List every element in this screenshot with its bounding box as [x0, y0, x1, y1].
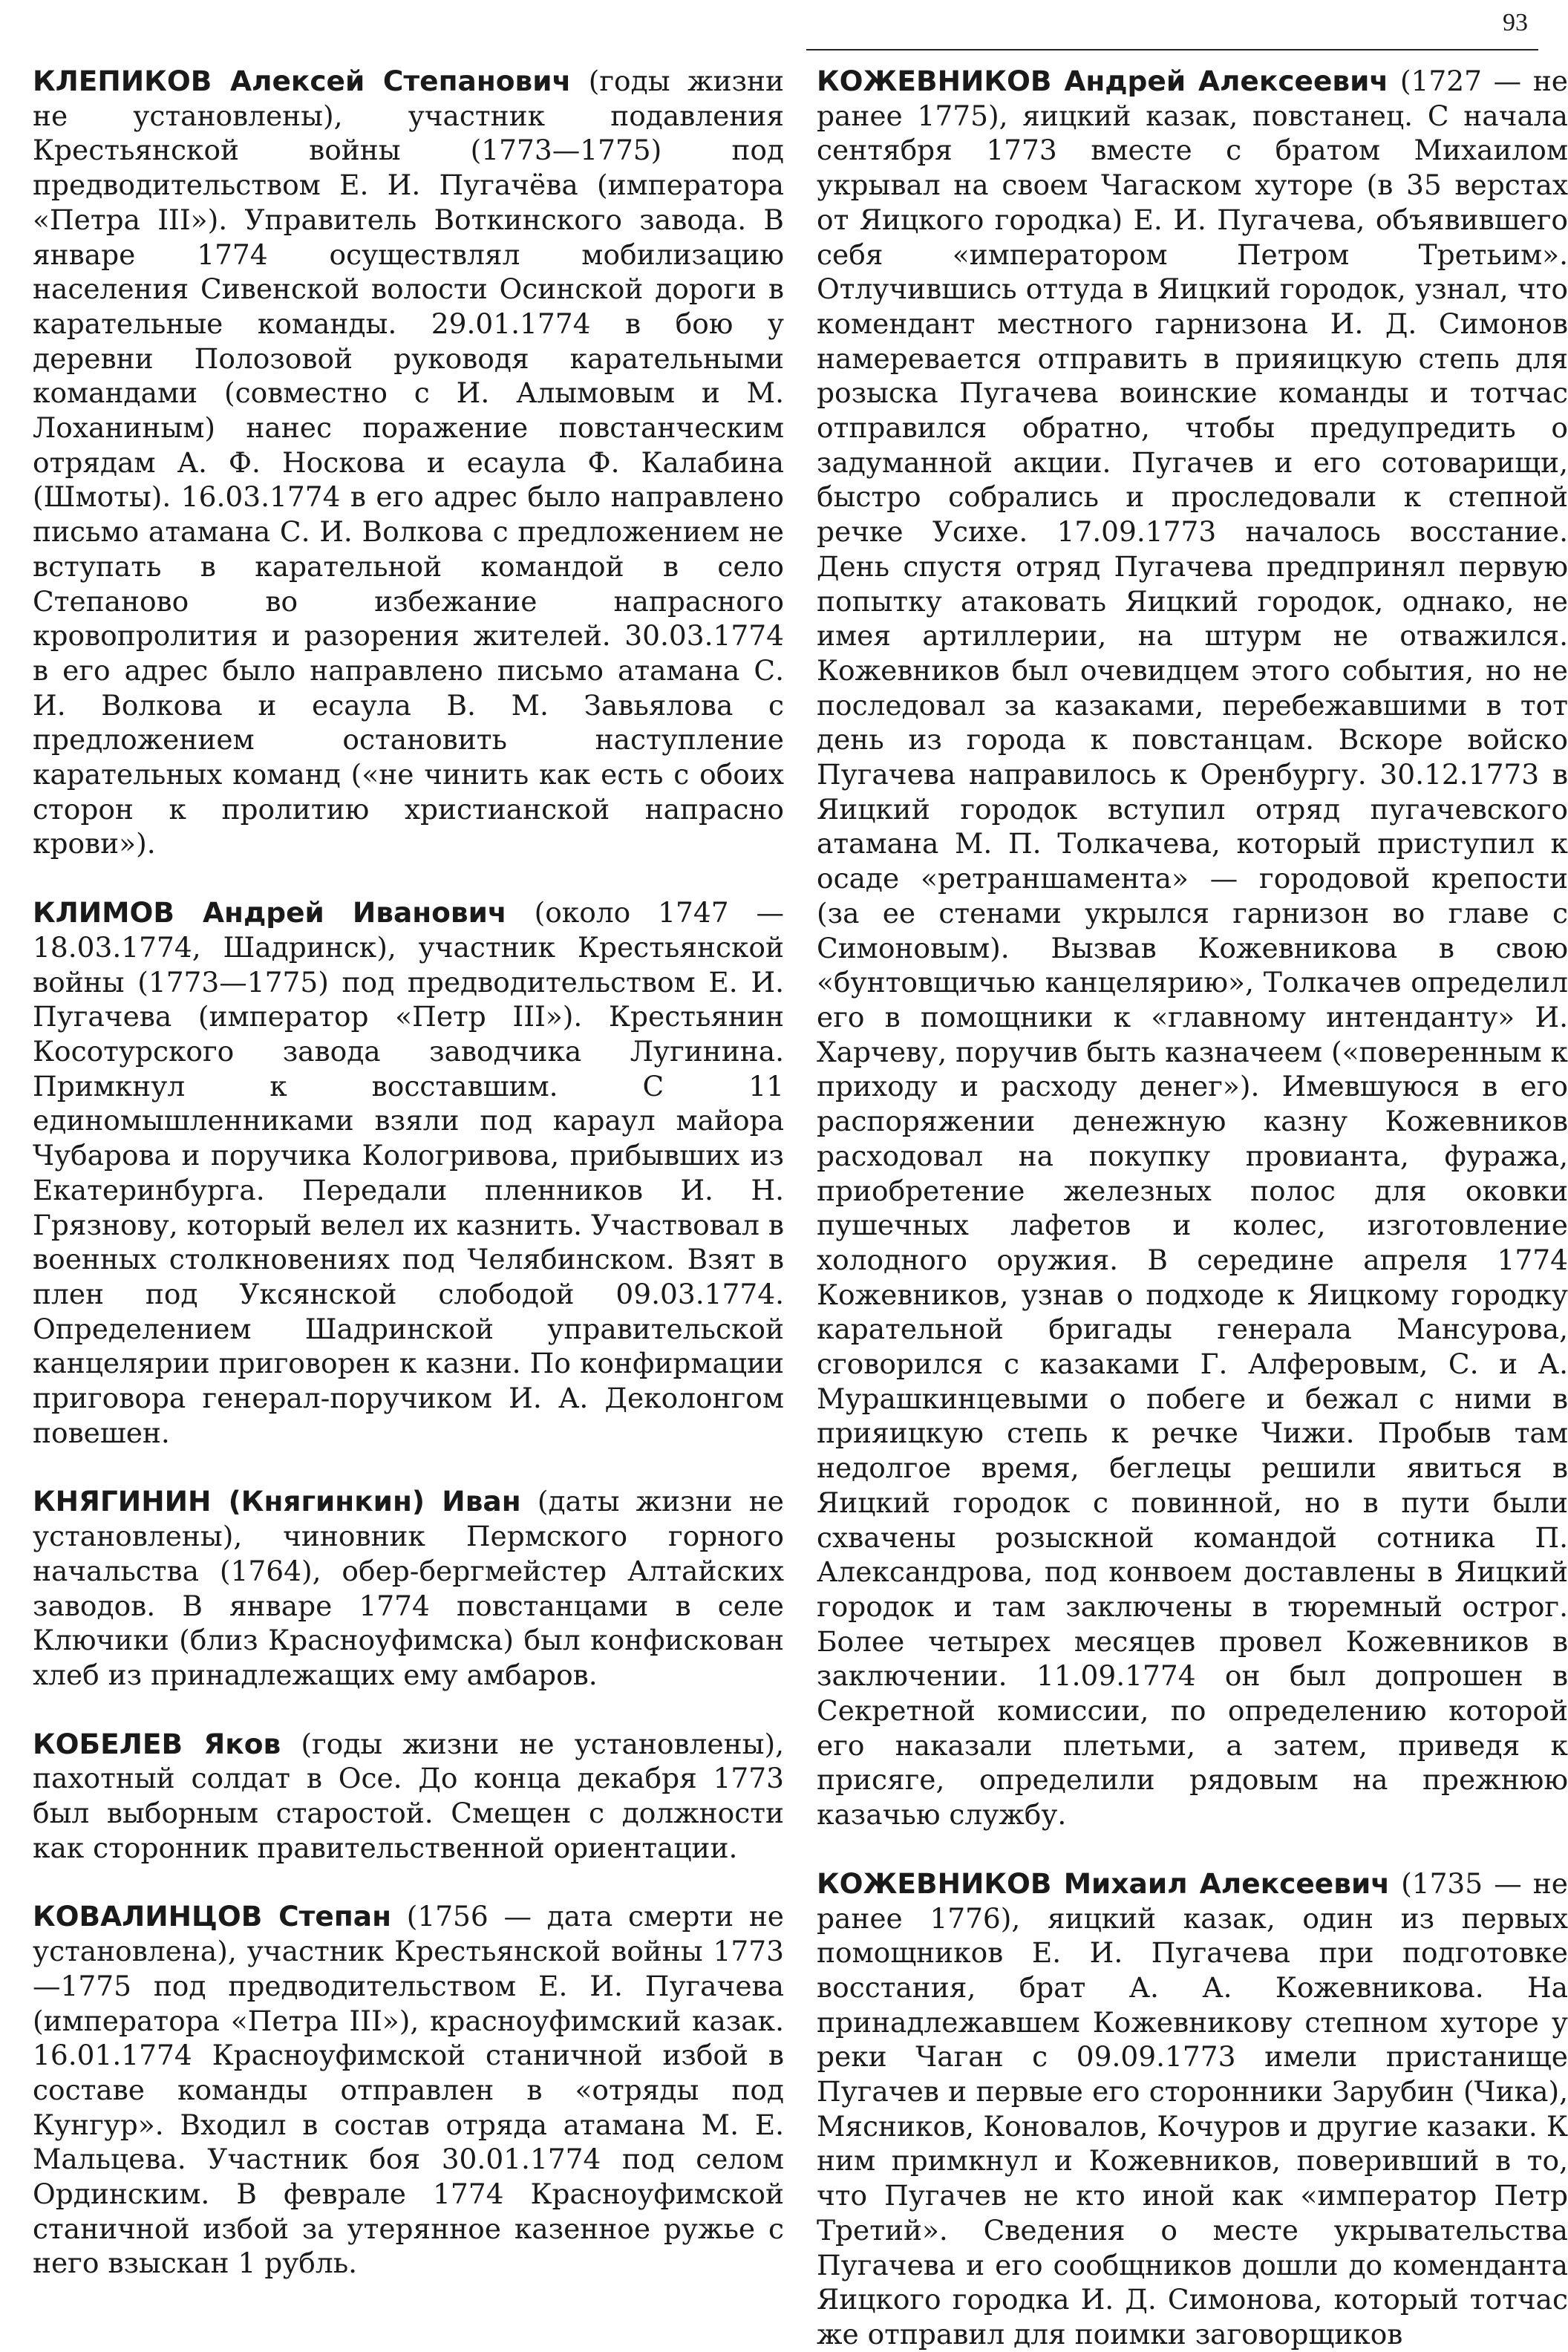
entry-knyaginin	[33, 1484, 784, 1692]
entry-text: (1735 — не ранее 1776), яицкий казак, один из первых помощников Е. И. Пугачева при подготовке восстания, брат А. А. Кожевникова. На принадлежавшем Кожевникову степном хуторе у реки Чаган с 09.09.1773 имели пристанище Пугачев и первые его сторонники Зарубин (Чика), Мясников, Коновалов, Кочуров и другие казаки. К ним примкнул и Кожевников, поверивший в то, что Пугачев не кто иной как «император Петр Третий». Сведения о месте укрывательства Пугачева и его сообщников дошли до коменданта Яицкого городка И. Д. Симонова, который тотчас же отправил для поимки заговорщиков	[817, 1866, 1568, 2351]
page-number: 93	[1503, 9, 1528, 36]
entry-name: КОЖЕВНИКОВ Михаил Алексеевич	[817, 1866, 1390, 1900]
left-column	[33, 64, 784, 2284]
entry-kobelev	[33, 1727, 784, 1866]
entry-name: КЛИМОВ Андрей Иванович	[33, 896, 507, 930]
entry-name: КНЯГИНИН (Княгинкин) Иван	[33, 1485, 521, 1518]
entry-text: (годы жизни не установлены), пахотный солдат в Осе. До конца декабря 1773 был выборным старостой. Смещен с должности как сторонник правительственной ориентации.	[33, 1727, 784, 1864]
entry-name: КЛЕПИКОВ Алексей Степанович	[33, 65, 572, 97]
entry-text: (1756 — дата смерти не установлена), участник Крестьянской войны 1773—1775 под предводительством Е. И. Пугачева (императора «Петра III»), красноуфимский казак. 16.01.1774 Красноуфимской станичной избой в составе команды отправлен в «отряды под Кунгур». Входил в состав отряда атамана М. Е. Мальцева. Участник боя 30.01.1774 под селом Ординским. В феврале 1774 Красноуфимской станичной избой за утерянное казенное ружье с него взыскан 1 рубль.	[33, 1900, 785, 2280]
entry-text: (годы жизни не установлены), участник подавления Крестьянской войны (1773—1775) под предводительством Е. И. Пугачёва (императора «Петра III»). Управитель Воткинского завода. В январе 1774 осуществлял мобилизацию населения Сивенской волости Осинской дороги в карательные команды. 29.01.1774 в бою у деревни Полозовой руководя карательными командами (совместно с И. Алымовым и М. Лоханиным) нанес поражение повстанческим отрядам А. Ф. Носкова и есаула Ф. Калабина (Шмоты). 16.03.1774 в его адрес было направлено письмо атамана С. И. Волкова с предложением не вступать в карательной командой в село Степаново во избежание напрасного кровопролития и разорения жителей. 30.03.1774 в его адрес было направлено письмо атамана С. И. Волкова и есаула В. М. Завьялова с предложением остановить наступление карательных команд («не чинить как есть с обоих сторон к пролитию христианской напрасно крови»).	[33, 65, 785, 860]
right-column	[817, 64, 1568, 2351]
entry-name: КОВАЛИНЦОВ Степан	[33, 1900, 391, 1933]
entry-text: (1727 — не ранее 1775), яицкий казак, повстанец. С начала сентября 1773 вместе с братом Михаилом укрывал на своем Чагаском хуторе (в 35 верстах от Яицкого городка) Е. И. Пугачева, объявившего себя «императором Петром Третьим». Отлучившись оттуда в Яицкий городок, узнал, что комендант местного гарнизона И. Д. Симонов намеревается отправить в прияицкую степь для розыска Пугачева воинские команды и тотчас отправился обратно, чтобы предупредить о задуманной акции. Пугачев и его сотоварищи, быстро собрались и проследовали к степной речке Усихе. 17.09.1773 началось восстание. День спустя отряд Пугачева предпринял первую попытку атаковать Яицкий городок, однако, не имея артиллерии, на штурм не отважился. Кожевников был очевидцем этого события, но не последовал за казаками, перебежавшими в тот день из города к повстанцам. Вскоре войско Пугачева направилось к Оренбургу. 30.12.1773 в Яицкий городок вступил отряд пугачевского атамана М. П. Толкачева, который приступил к осаде «ретраншамента» — городовой крепости (за ее стенами укрылся гарнизон во главе с Симоновым). Вызвав Кожевникова в свою «бунтовщичью канцелярию», Толкачев определил его в помощники к «главному интенданту» И. Харчеву, поручив быть казначеем («поверенным к приходу и расходу денег»). Имевшуюся в его распоряжении денежную казну Кожевников расходовал на покупку провианта, фуража, приобретение железных полос для оковки пушечных лафетов и колес, изготовление холодного оружия. В середине апреля 1774 Кожевников, узнав о подходе к Яицкому городку карательной бригады генерала Мансурова, сговорился с казаками Г. Алферовым, С. и А. Мурашкинцевыми о побеге и бежал с ними в прияицкую степь к речке Чижи. Пробыв там недолгое время, беглецы решили явиться в Яицкий городок с повинной, но в пути были схвачены розыскной командой сотника П. Александрова, под конвоем доставлены в Яицкий городок и там заключены в тюремный острог. Более четырех месяцев провел Кожевников в заключении. 11.09.1774 он был допрошен в Секретной комиссии, по определению которой его наказали плетьми, а затем, приведя к присяге, определили рядовым на прежнюю казачью службу.	[817, 65, 1568, 1832]
entry-name: КОБЕЛЕВ Яков	[33, 1727, 281, 1760]
entry-name: КОЖЕВНИКОВ Андрей Алексеевич	[817, 65, 1389, 97]
entry-kozhevnikov-andrey	[817, 64, 1568, 1832]
entry-text: (около 1747 — 18.03.1774, Шадринск), участник Крестьянской войны (1773—1775) под предводительством Е. И. Пугачева (император «Петр III»). Крестьянин Косотурского завода заводчика Лугинина. Примкнул к восставшим. С 11 единомышленниками взяли под караул майора Чубарова и поручика Кологривова, прибывших из Екатеринбурга. Передали пленников И. Н. Грязнову, который велел их казнить. Участвовал в военных столкновениях под Челябинском. Взят в плен под Уксянской слободой 09.03.1774. Определением Шадринской управительской канцелярии приговорен к казни. По конфирмации приговора генерал-поручиком И. А. Деколонгом повешен.	[33, 896, 785, 1449]
entry-kovalintsov	[33, 1899, 784, 2281]
entry-text: (даты жизни не установлены), чиновник Пермского горного начальства (1764), обер-бергмейстер Алтайских заводов. В январе 1774 повстанцами в селе Ключики (близ Красноуфимска) был конфискован хлеб из принадлежащих ему амбаров.	[33, 1485, 784, 1691]
entry-klimov	[33, 895, 784, 1450]
header-rule	[806, 49, 1538, 50]
entry-klepikov	[33, 64, 784, 861]
entry-kozhevnikov-mikhail	[817, 1866, 1568, 2352]
